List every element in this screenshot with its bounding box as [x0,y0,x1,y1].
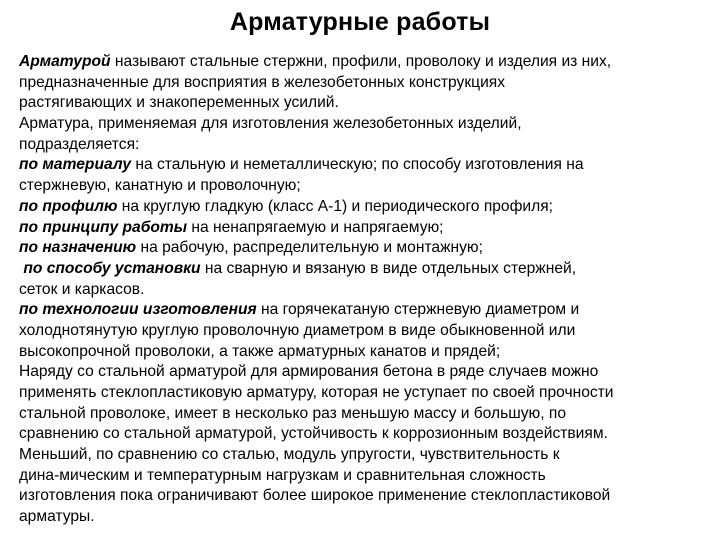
text-line [19,445,703,466]
text-line [19,176,703,197]
line-text: на рабочую, распределительную и монтажную; [136,239,483,257]
line-text: стальной проволоке, имеет в несколько раз меньшую массу и большую, по [19,404,567,422]
line-text: стержневую, канатную и проволочную; [19,177,301,195]
line-text: подразделяется: [19,135,140,153]
text-line [19,114,703,135]
line-text: Арматура, применяемая для изготовления железобетонных изделий, [19,115,522,133]
term-label: по профилю [19,197,118,215]
line-text: изготовления пока ограничивают более широкое применение стеклопластиковой [19,487,611,505]
line-text: холоднотянутую круглую проволочную диаметром в виде обыкновенной или [19,321,576,339]
text-line [19,424,703,445]
term-label: по назначению [19,239,137,257]
text-line [19,259,703,280]
text-line [19,486,703,507]
line-text: Меньший, по сравнению со сталью, модуль упругости, чувствительность к [19,446,560,464]
text-line [19,321,703,342]
text-line [19,383,703,404]
line-text: Наряду со стальной арматурой для армирования бетона в ряде случаев можно [19,363,599,381]
text-line [19,507,703,528]
line-text: высокопрочной проволоки, а также арматурных канатов и прядей; [19,342,501,360]
line-text: на ненапрягаемую и напрягаемую; [187,218,444,236]
line-text: на сварную и вязаную в виде отдельных стержней, [200,259,577,277]
text-line [19,300,703,321]
text-line [19,404,703,425]
term-label: по принципу работы [19,218,188,236]
text-line [19,197,703,218]
line-text: на круглую гладкую (класс А-1) и периодического профиля; [117,197,554,215]
text-line [19,73,703,94]
text-line [19,93,703,114]
text-line [19,238,703,259]
term-label: по способу установки [19,259,201,277]
text-line [19,135,703,156]
text-line [19,362,703,383]
term-label: Арматурой [19,53,111,70]
body-text [19,52,703,528]
line-text: на горячекатаную стержневую диаметром и [256,301,580,319]
text-line [19,280,703,301]
text-line [19,342,703,363]
line-text: растягивающих и знакопеременных усилий. [19,94,339,112]
line-text: называют стальные стержни, профили, проволоку и изделия из них, [110,53,612,70]
line-text: предназначенные для восприятия в железобетонных конструкциях [19,73,506,91]
line-text: на стальную и неметаллическую; по способу изготовления на [131,156,584,174]
term-label: по материалу [19,156,132,174]
text-line [19,155,703,176]
term-label: по технологии изготовления [19,301,257,319]
line-text: сеток и каркасов. [19,280,145,298]
line-text: арматуры. [19,508,95,526]
line-text: дина-мическим и температурным нагрузкам и сравнительная сложность [19,466,546,484]
text-line [19,218,703,239]
line-text: применять стеклопластиковую арматуру, которая не уступает по своей прочности [19,384,614,401]
text-line [19,52,703,73]
line-text: сравнению со стальной арматурой, устойчивость к коррозионным воздействиям. [19,425,608,443]
text-line [19,466,703,487]
page-title: Арматурные работы [229,8,491,36]
